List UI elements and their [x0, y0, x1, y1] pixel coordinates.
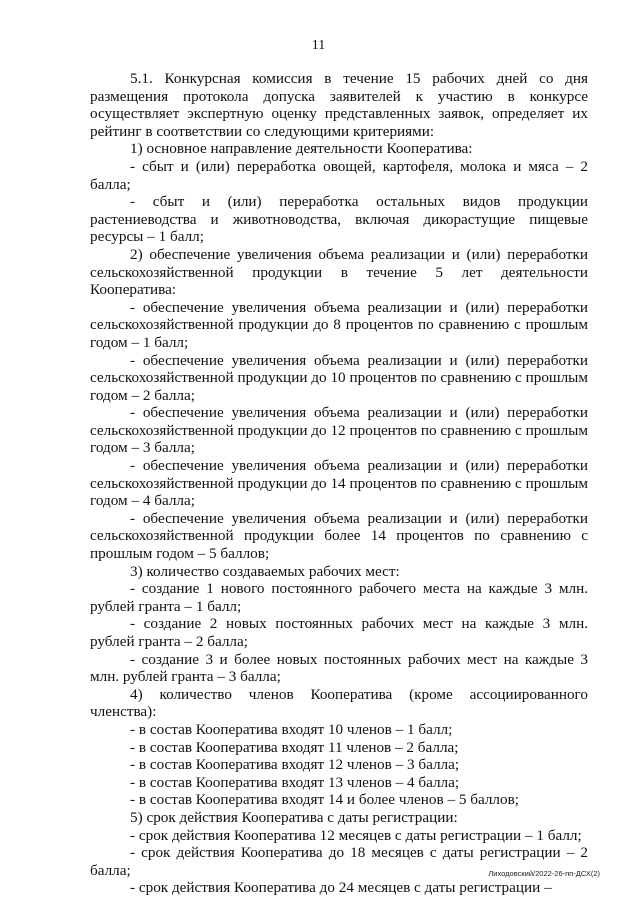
criterion-section [90, 809, 588, 897]
criterion-section [90, 563, 588, 686]
document-footer-code: Лиходовский/2022-26-пп-ДСХ(2) [488, 869, 600, 878]
criterion-item: - в состав Кооператива входят 10 членов – 1 балл; [130, 720, 453, 738]
page-number: 11 [311, 38, 326, 53]
document-body [90, 70, 588, 897]
criterion-item: - срок действия Кооператива до 18 месяцев с даты регистрации – 2 балла; [90, 844, 588, 879]
criterion-item: - создание 3 и более новых постоянных рабочих мест на каждые 3 млн. рублей гранта – 3 балла; [90, 650, 588, 686]
intro-paragraph: 5.1. Конкурсная комиссия в течение 15 рабочих дней со дня размещения протокола допуска заявителей к участию в конкурсе осуществляет экспертную оценку представленных заявок, определяет их рейтинг в соответствии со следующими критериями: [90, 70, 588, 140]
criterion-item: - обеспечение увеличения объема реализации и (или) переработки сельскохозяйственной продукции до 8 процентов по сравнению с прошлым годом – 1 балл; [90, 298, 588, 351]
criterion-item: - создание 2 новых постоянных рабочих мест на каждые 3 млн. рублей гранта – 2 балла; [90, 615, 588, 650]
criterion-item: - срок действия Кооператива 12 месяцев с даты регистрации – 1 балл; [130, 826, 582, 844]
criterion-item: - в состав Кооператива входят 13 членов – 4 балла; [130, 773, 460, 791]
criterion-item: - в состав Кооператива входят 14 и более членов – 5 баллов; [130, 791, 520, 809]
criterion-section [90, 686, 588, 809]
criterion-section [90, 246, 588, 563]
criterion-item: - сбыт и (или) переработка овощей, картофеля, молока и мяса – 2 балла; [90, 157, 588, 193]
criterion-heading: 5) срок действия Кооператива с даты регистрации: [130, 808, 458, 826]
criterion-item: - обеспечение увеличения объема реализации и (или) переработки сельскохозяйственной продукции до 12 процентов по сравнению с прошлым годом – 3 балла; [90, 404, 588, 457]
criterion-item: - сбыт и (или) переработка остальных видов продукции растениеводства и животноводства, включая дикорастущие пищевые ресурсы – 1 балл; [90, 193, 588, 246]
criterion-item: - обеспечение увеличения объема реализации и (или) переработки сельскохозяйственной продукции до 10 процентов по сравнению с прошлым годом – 2 балла; [90, 351, 588, 404]
criterion-item: - срок действия Кооператива до 24 месяцев с даты регистрации – [130, 879, 552, 897]
criterion-section [90, 140, 588, 246]
criterion-heading: 1) основное направление деятельности Кооператива: [130, 140, 473, 158]
criterion-item: - в состав Кооператива входят 12 членов – 3 балла; [130, 756, 460, 774]
criterion-heading: 4) количество членов Кооператива (кроме ассоциированного членства): [90, 685, 588, 721]
criterion-item: - обеспечение увеличения объема реализации и (или) переработки сельскохозяйственной продукции более 14 процентов по сравнению с прошлым годом – 5 баллов; [90, 509, 588, 563]
criterion-item: - обеспечение увеличения объема реализации и (или) переработки сельскохозяйственной продукции до 14 процентов по сравнению с прошлым годом – 4 балла; [90, 457, 588, 510]
criterion-item: - в состав Кооператива входят 11 членов – 2 балла; [130, 738, 459, 756]
criterion-heading: 3) количество создаваемых рабочих мест: [130, 562, 400, 580]
criterion-item: - создание 1 нового постоянного рабочего места на каждые 3 млн. рублей гранта – 1 балл; [90, 580, 588, 615]
criterion-heading: 2) обеспечение увеличения объема реализации и (или) переработки сельскохозяйственной продукции в течение 5 лет деятельности Кооператива: [90, 245, 588, 299]
